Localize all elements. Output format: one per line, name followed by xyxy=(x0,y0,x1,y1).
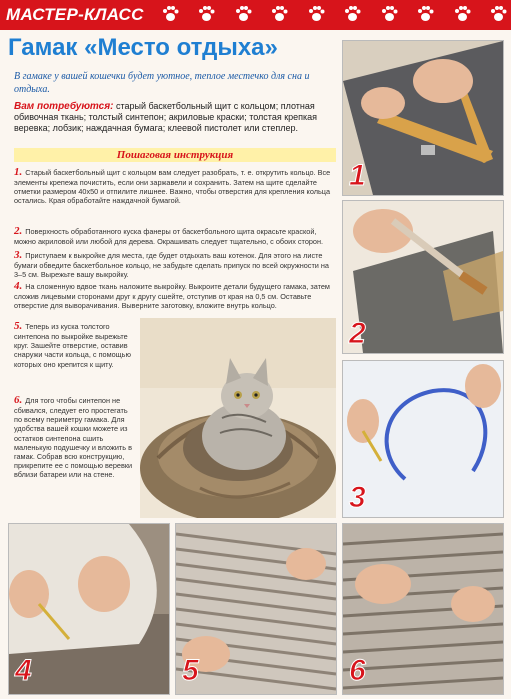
step-6 xyxy=(14,394,134,480)
paw-icon xyxy=(198,4,215,24)
paw-icon xyxy=(271,4,288,24)
step-2 xyxy=(14,225,336,246)
paw-icon xyxy=(454,4,471,24)
paw-prints-decoration xyxy=(162,4,507,26)
step-4-photo xyxy=(8,523,170,695)
step-3 xyxy=(14,249,336,279)
step-number: 2. xyxy=(14,225,23,237)
paw-icon xyxy=(308,4,325,24)
step-number: 5. xyxy=(14,320,23,332)
step-number-badge: 2 xyxy=(349,317,366,350)
cat-in-hammock-photo xyxy=(140,318,336,518)
header-banner xyxy=(0,0,511,30)
step-3-photo xyxy=(342,360,504,518)
steps-heading: Пошаговая инструкция xyxy=(14,148,336,162)
step-5-photo xyxy=(175,523,337,695)
intro-text: В гамаке у вашей кошечки будет уютное, теплое местечко для сна и отдыха. xyxy=(14,71,310,95)
step-number-badge: 3 xyxy=(349,481,366,514)
step-6-photo xyxy=(342,523,504,695)
step-1 xyxy=(14,166,336,206)
step-text: Теперь из куска толстого синтепона по выкройке вырежьте круг. Зашейте отверстие, оставив снаружи части кольца, с помощью которых оно крепится к щиту. xyxy=(14,322,131,369)
materials-text: старый баскетбольный щит с кольцом; плотная обивочная ткань; толстый синтепон; акриловые краски; толстая крепкая веревка; лобзик; наждачная бумага; клеевой пистолет или степлер. xyxy=(14,101,318,133)
step-5 xyxy=(14,320,134,369)
materials-label: Вам потребуются: xyxy=(14,101,114,112)
step-number-badge: 4 xyxy=(15,654,32,687)
materials-paragraph xyxy=(14,101,336,134)
step-1-photo xyxy=(342,40,504,196)
paw-icon xyxy=(235,4,252,24)
paw-icon xyxy=(381,4,398,24)
paw-icon xyxy=(344,4,361,24)
step-number: 4. xyxy=(14,280,23,292)
banner-label: МАСТЕР-КЛАСС xyxy=(6,5,144,24)
step-number-badge: 1 xyxy=(349,159,366,192)
paw-icon xyxy=(162,4,179,24)
step-number: 1. xyxy=(14,166,23,178)
step-number: 6. xyxy=(14,394,23,406)
step-number-badge: 6 xyxy=(349,654,366,687)
step-text: Приступаем к выкройке для места, где будет отдыхать ваш котенок. Для этого на листе бумаги обведите баскетбольное кольцо, не забудьте сделать припуск по всей окружности на 3–5 см. Вырежьте вашу выкройку. xyxy=(14,251,329,280)
step-2-photo xyxy=(342,200,504,354)
paw-icon xyxy=(490,4,507,24)
page-title: Гамак «Место отдыха» xyxy=(8,34,278,61)
step-text: На сложенную вдвое ткань наложите выкройку. Выкроите детали будущего гамака, затем сложив лицевыми сторонами друг к другу сшейте, отступив от края на 0,5 см. Оставьте отверстие для выворачивания. Выверните заготовку, вложите внутрь кольцо. xyxy=(14,282,330,311)
step-4 xyxy=(14,280,336,310)
step-number: 3. xyxy=(14,249,23,261)
step-text: Для того чтобы синтепон не сбивался, следует его простегать по всему периметру гамака. Для удобства вашей кошки можете из остатков синтепона сшить маленькую подушечку и вложить в гамак. Собрав всю конструкцию, прикрепите ее с помощью веревки вблизи батареи или на стене. xyxy=(14,396,133,480)
paw-icon xyxy=(417,4,434,24)
step-number-badge: 5 xyxy=(182,654,199,687)
step-text: Старый баскетбольный щит с кольцом вам следует разобрать, т. е. открутить кольцо. Все элементы крепежа почистить, если они заржавели и сохранить. Затем на щите сделайте отметки размером 40х50 и отпилите лишнее. Важно, чтобы отверстия для крепления кольца остались. Края обработайте наждачной бумагой. xyxy=(14,168,331,206)
step-text: Поверхность обработанного куска фанеры от баскетбольного щита окрасьте краской, можно акриловой или любой для дерева. Окрашивать следует тщательно, с обоих сторон. xyxy=(14,227,324,246)
